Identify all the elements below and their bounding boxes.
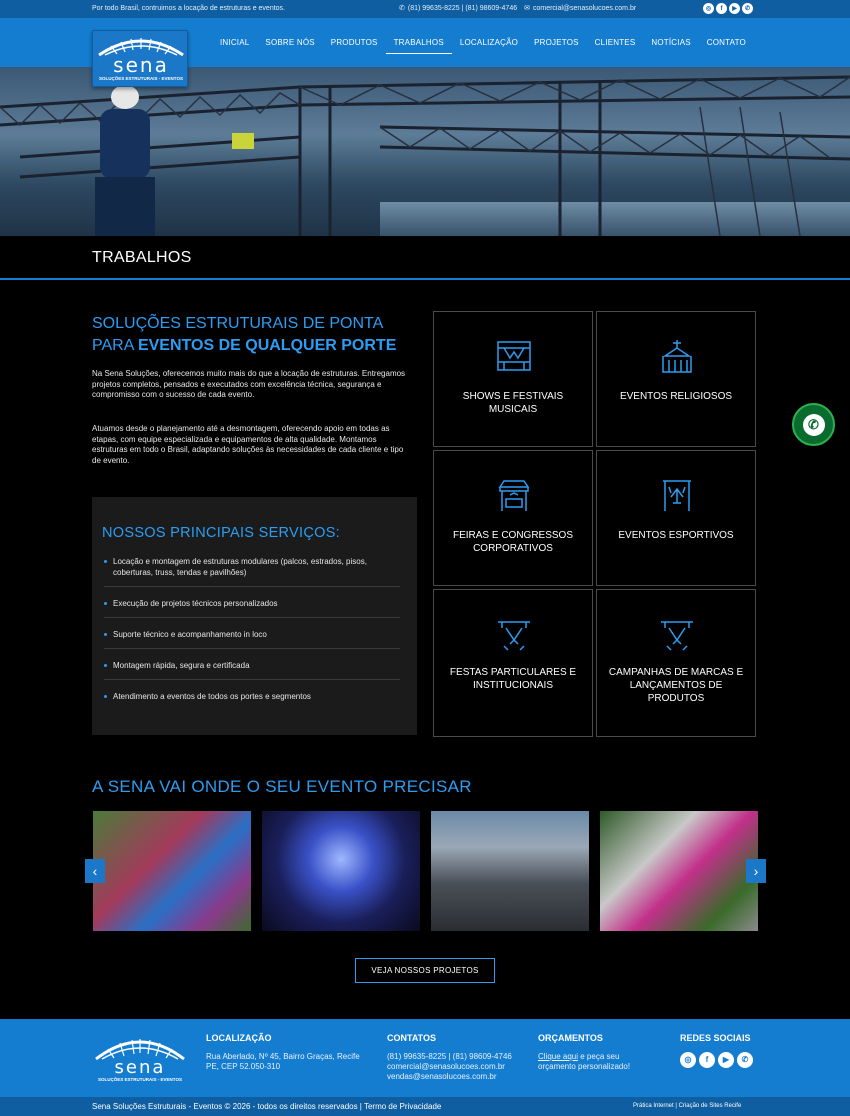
card-festas[interactable] <box>433 589 593 737</box>
footer-contacts <box>387 1033 527 1082</box>
hero-image <box>0 67 850 236</box>
event-categories-grid <box>433 311 756 737</box>
footer-bottom-bar <box>0 1097 850 1116</box>
footer-quotes <box>538 1033 658 1072</box>
nav-noticias[interactable]: NOTÍCIAS <box>651 38 691 47</box>
footer-quotes-title: ORÇAMENTOS <box>538 1033 603 1043</box>
top-socials <box>703 3 753 14</box>
logo-subtitle: SOLUÇÕES ESTRUTURAIS - EVENTOS <box>99 76 183 81</box>
card-label: SHOWS E FESTIVAIS MUSICAIS <box>462 391 564 415</box>
copyright: Sena Soluções Estruturais - Eventos © 2026 - todos os direitos reservados | Termo de Privacidade <box>92 1102 442 1111</box>
see-projects-button[interactable]: VEJA NOSSOS PROJETOS <box>355 958 495 983</box>
list-item: Locação e montagem de estruturas modulares (palcos, estrados, pisos, coberturas, truss, tendas e pavilhões) <box>104 553 400 587</box>
card-shows[interactable] <box>433 311 593 447</box>
services-title: NOSSOS PRINCIPAIS SERVIÇOS: <box>102 525 341 541</box>
gallery-image-4[interactable] <box>600 811 758 931</box>
page-title-band <box>0 236 850 280</box>
nav-clientes[interactable]: CLIENTES <box>594 38 636 47</box>
site-logo[interactable] <box>92 30 188 87</box>
nav-contato[interactable]: CONTATO <box>706 38 746 47</box>
card-campanhas[interactable] <box>596 589 756 737</box>
whatsapp-small-icon: ✆ <box>399 5 405 12</box>
list-item: Execução de projetos técnicos personalizados <box>104 595 400 618</box>
gallery-image-2[interactable] <box>262 811 420 931</box>
whatsapp-icon[interactable]: ✆ <box>737 1052 753 1068</box>
footer <box>0 1019 850 1097</box>
footer-logo-subtitle: SOLUÇÕES ESTRUTURAIS - EVENTOS <box>98 1077 182 1082</box>
footer-location <box>206 1033 371 1072</box>
intro-paragraph-2: Atuamos desde o planejamento até a desmontagem, oferecendo apoio em todas as etapas, com equipe especializada e equipamentos de alta qualidade. Montamos estruturas em todo o Brasil, adaptando soluções às necessidades de cada cliente e tipo de evento. <box>92 424 404 465</box>
intro-heading-a: SOLUÇÕES ESTRUTURAIS DE PONTA PARA <box>92 315 383 354</box>
gallery-image-1[interactable] <box>93 811 251 931</box>
list-item: Atendimento a eventos de todos os portes e segmentos <box>104 688 400 710</box>
stage-icon <box>496 338 532 374</box>
footer-socials-title: REDES SOCIAIS <box>680 1033 751 1043</box>
main-nav <box>212 38 754 54</box>
card-religiosos[interactable] <box>596 311 756 447</box>
list-item: Montagem rápida, segura e certificada <box>104 657 400 680</box>
lighting-truss-icon <box>659 616 695 652</box>
page-title: TRABALHOS <box>92 249 192 266</box>
top-email[interactable]: comercial@senasolucoes.com.br <box>532 4 637 12</box>
top-contacts <box>399 4 636 12</box>
youtube-icon[interactable]: ▶ <box>729 3 740 14</box>
podium-icon <box>659 477 695 513</box>
intro-heading <box>92 313 422 357</box>
nav-produtos[interactable]: PRODUTOS <box>330 38 378 47</box>
nav-localizacao[interactable]: LOCALIZAÇÃO <box>459 38 519 47</box>
list-item: Suporte técnico e acompanhamento in loco <box>104 626 400 649</box>
instagram-icon[interactable]: ◎ <box>680 1052 696 1068</box>
services-box <box>92 497 417 735</box>
nav-projetos[interactable]: PROJETOS <box>534 38 579 47</box>
footer-quotes-text <box>538 1052 658 1072</box>
intro-paragraph-1: Na Sena Soluções, oferecemos muito mais do que a locação de estruturas. Entregamos projetos completos, pensados e executados com excelência técnica, segurança e compromisso com o sucesso de cada evento. <box>92 369 406 399</box>
whatsapp-float-button[interactable] <box>792 403 835 446</box>
card-label: EVENTOS RELIGIOSOS <box>619 391 733 402</box>
services-list <box>104 553 400 718</box>
church-icon <box>659 338 695 374</box>
quote-link[interactable]: Clique aqui <box>538 1052 579 1061</box>
gallery-image-3[interactable] <box>431 811 589 931</box>
mail-icon: ✉ <box>524 5 530 12</box>
footer-contacts-title: CONTATOS <box>387 1033 436 1043</box>
card-label: EVENTOS ESPORTIVOS <box>618 530 734 541</box>
credit-link[interactable]: Prática Internet | Criação de Sites Recife <box>633 1103 742 1109</box>
gallery-prev-button[interactable]: ‹ <box>85 859 105 883</box>
instagram-icon[interactable]: ◎ <box>703 3 714 14</box>
footer-location-address: Rua Aberlado, Nº 45, Bairro Graças, Recife PE, CEP 52.050-310 <box>206 1052 360 1071</box>
nav-inicial[interactable]: INICIAL <box>220 38 250 47</box>
market-stall-icon <box>496 477 532 513</box>
footer-location-title: LOCALIZAÇÃO <box>206 1033 272 1043</box>
footer-social-icons <box>680 1052 770 1068</box>
footer-socials <box>680 1033 770 1068</box>
whatsapp-icon: ✆ <box>803 414 825 436</box>
footer-email-1[interactable]: comercial@senasolucoes.com.br <box>387 1062 505 1071</box>
card-label: CAMPANHAS DE MARCAS E LANÇAMENTOS DE PRODUTOS <box>608 667 744 704</box>
footer-email-2[interactable]: vendas@senasolucoes.com.br <box>387 1072 497 1081</box>
gallery-next-button[interactable]: › <box>746 859 766 883</box>
footer-logo[interactable] <box>92 1031 188 1083</box>
quote-text: e peça seu orçamento personalizado! <box>538 1052 631 1071</box>
top-phones[interactable]: (81) 99635-8225 | (81) 98609-4746 <box>407 4 518 12</box>
hero-truss-illustration <box>0 67 850 236</box>
card-label: FEIRAS E CONGRESSOS CORPORATIVOS <box>452 530 574 554</box>
card-label: FESTAS PARTICULARES E INSTITUCIONAIS <box>449 667 577 691</box>
footer-phones[interactable]: (81) 99635-8225 | (81) 98609-4746 <box>387 1052 512 1061</box>
facebook-icon[interactable]: f <box>699 1052 715 1068</box>
logo-word: sena <box>113 53 169 77</box>
whatsapp-icon[interactable]: ✆ <box>742 3 753 14</box>
intro-heading-b: EVENTOS DE QUALQUER PORTE <box>137 337 397 354</box>
tagline: Por todo Brasil, contruimos a locação de estruturas e eventos. <box>92 5 285 12</box>
youtube-icon[interactable]: ▶ <box>718 1052 734 1068</box>
facebook-icon[interactable]: f <box>716 3 727 14</box>
footer-logo-word: sena <box>114 1057 166 1078</box>
top-bar <box>0 0 850 18</box>
nav-sobre-nos[interactable]: SOBRE NÓS <box>265 38 315 47</box>
lighting-truss-icon <box>496 616 532 652</box>
card-feiras[interactable] <box>433 450 593 586</box>
card-esportivos[interactable] <box>596 450 756 586</box>
gallery-title: A SENA VAI ONDE O SEU EVENTO PRECISAR <box>92 777 472 796</box>
nav-trabalhos[interactable]: TRABALHOS <box>386 38 452 54</box>
